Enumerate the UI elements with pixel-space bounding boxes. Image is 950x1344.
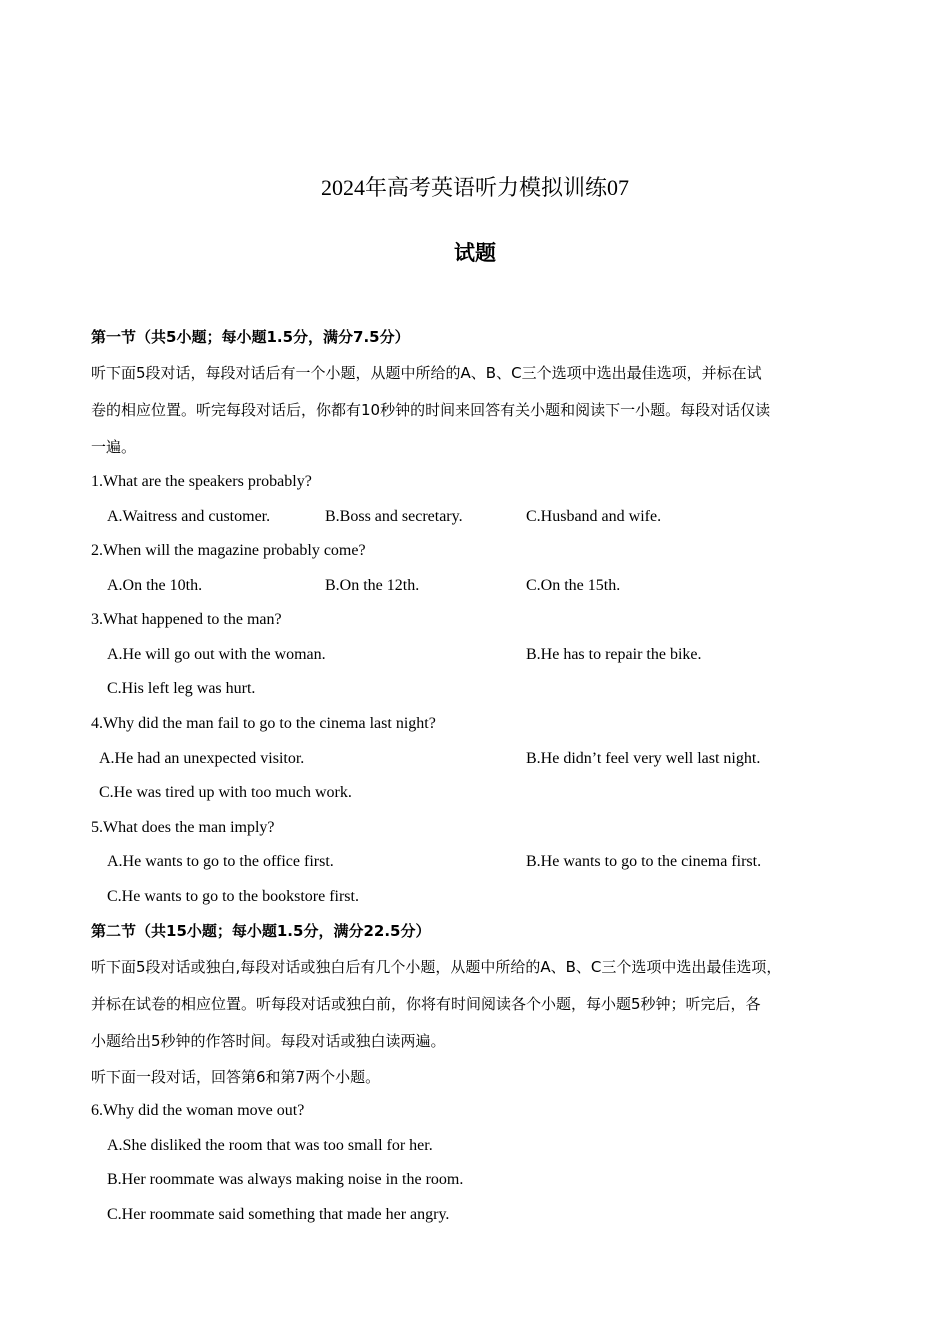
section1-heading: 第一节（共5小题；每小题1.5分，满分7.5分） (91, 328, 410, 346)
question-5-option-b: B.He wants to go to the cinema first. (526, 853, 762, 870)
page-title: 2024年高考英语听力模拟训练07 (320, 175, 629, 200)
page-subtitle: 试题 (454, 241, 496, 265)
question-1-option-a: A.Waitress and customer. (107, 508, 271, 525)
section2-heading: 第二节（共15小题；每小题1.5分，满分22.5分） (91, 922, 431, 940)
question-6-option-b: B.Her roommate was always making noise in the room. (107, 1171, 464, 1188)
question-2-option-b: B.On the 12th. (325, 577, 420, 594)
section2-instruction-line: 听下面5段对话或独白,每段对话或独白后有几个小题，从题中所给的A、B、C三个选项中选出最佳选项， (91, 958, 782, 976)
question-6-option-a: A.She disliked the room that was too small for her. (107, 1137, 433, 1154)
question-4-stem: 4.Why did the man fail to go to the cinema last night? (91, 715, 436, 732)
section2-instruction-line: 小题给出5秒钟的作答时间。每段对话或独白读两遍。 (91, 1032, 446, 1050)
question-5-stem: 5.What does the man imply? (91, 819, 275, 836)
question-1-option-c: C.Husband and wife. (526, 508, 662, 525)
section1-instruction-line: 一遍。 (91, 438, 137, 456)
question-5-option-c: C.He wants to go to the bookstore first. (107, 888, 359, 905)
question-3-option-b: B.He has to repair the bike. (526, 646, 702, 663)
question-1-option-b: B.Boss and secretary. (325, 508, 463, 525)
section2-instruction-line: 并标在试卷的相应位置。听每段对话或独白前，你将有时间阅读各个小题，每小题5秒钟；听完后，各 (91, 995, 761, 1013)
section1-instruction-line: 卷的相应位置。听完每段对话后，你都有10秒钟的时间来回答有关小题和阅读下一小题。每段对话仅读 (91, 401, 771, 419)
section2-group-intro: 听下面一段对话，回答第6和第7两个小题。 (91, 1068, 381, 1086)
question-2-option-c: C.On the 15th. (526, 577, 621, 594)
question-6-option-c: C.Her roommate said something that made her angry. (107, 1206, 450, 1223)
question-2-option-a: A.On the 10th. (107, 577, 203, 594)
question-4-option-b: B.He didn’t feel very well last night. (526, 750, 761, 767)
question-3-stem: 3.What happened to the man? (91, 611, 282, 628)
question-4-option-a: A.He had an unexpected visitor. (99, 750, 305, 767)
question-6-stem: 6.Why did the woman move out? (91, 1102, 305, 1119)
question-3-option-a: A.He will go out with the woman. (107, 646, 326, 663)
question-1-stem: 1.What are the speakers probably? (91, 473, 312, 490)
question-5-option-a: A.He wants to go to the office first. (107, 853, 334, 870)
question-4-option-c: C.He was tired up with too much work. (99, 784, 352, 801)
question-3-option-c: C.His left leg was hurt. (107, 680, 256, 697)
question-2-stem: 2.When will the magazine probably come? (91, 542, 366, 559)
section1-instruction-line: 听下面5段对话，每段对话后有一个小题，从题中所给的A、B、C三个选项中选出最佳选项，并标在试 (91, 364, 762, 382)
